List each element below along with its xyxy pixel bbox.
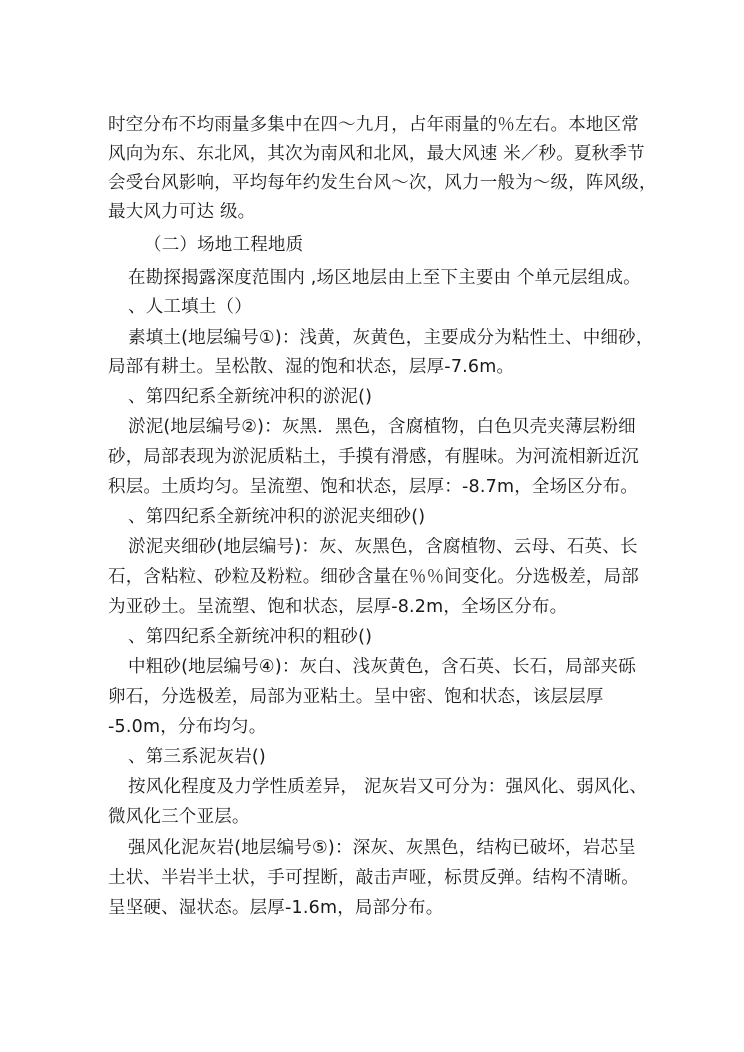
paragraph-coarse-sand-line-1: 中粗砂(地层编号④)：灰白、浅灰黄色，含石英、长石，局部夹砾	[128, 657, 636, 677]
paragraph-fill-line-1: 素填土(地层编号①)：浅黄，灰黄色，主要成分为粘性土、中细砂，	[128, 328, 654, 348]
paragraph-weathered-marl-line-2: 土状、半岩半土状，手可捏断，敲击声哑，标贯反弹。结构不清晰。	[108, 868, 639, 888]
subheading-silt-fine-sand: 、第四纪系全新统冲积的淤泥夹细砂()	[128, 507, 426, 527]
paragraph-silt-line-1: 淤泥(地层编号②)：灰黑．黑色，含腐植物，白色贝壳夹薄层粉细	[128, 417, 636, 437]
paragraph-strata-intro: 在勘探揭露深度范围内 ,场区地层由上至下主要由 个单元层组成。	[128, 268, 641, 288]
paragraph-fill-line-2: 局部有耕土。呈松散、湿的饱和状态，层厚-7.6m。	[108, 357, 515, 377]
paragraph-climate-line-3: 会受台风影响，平均每年约发生台风～次，风力一般为～级，阵风级，	[108, 173, 657, 193]
paragraph-silt-sand-line-2: 石，含粘粒、砂粒及粉粒。细砂含量在％％间变化。分选极差，局部	[108, 567, 639, 587]
paragraph-marl-intro-line-1: 按风化程度及力学性质差异， 泥灰岩又可分为：强风化、弱风化、	[128, 777, 648, 797]
paragraph-climate-line-2: 风向为东、东北风，其次为南风和北风，最大风速 米／秒。夏秋季节	[108, 144, 645, 164]
section-heading-site-geology: （二）场地工程地质	[144, 235, 304, 255]
paragraph-coarse-sand-line-3: -5.0m，分布均匀。	[108, 717, 267, 737]
paragraph-weathered-marl-line-1: 强风化泥灰岩(地层编号⑤)：深灰、灰黑色，结构已破坏，岩芯呈	[128, 838, 636, 858]
subheading-artificial-fill: 、人工填土（）	[128, 297, 252, 317]
subheading-silt: 、第四纪系全新统冲积的淤泥()	[128, 387, 373, 407]
paragraph-silt-sand-line-1: 淤泥夹细砂(地层编号)：灰、灰黑色，含腐植物、云母、石英、长	[128, 537, 638, 557]
paragraph-silt-line-2: 砂，局部表现为淤泥质粘土，手摸有滑感，有腥味。为河流相新近沉	[108, 447, 639, 467]
paragraph-climate-line-4: 最大风力可达 级。	[108, 202, 256, 222]
subheading-coarse-sand: 、第四纪系全新统冲积的粗砂()	[128, 627, 373, 647]
paragraph-weathered-marl-line-3: 呈坚硬、湿状态。层厚-1.6m，局部分布。	[108, 898, 444, 918]
paragraph-coarse-sand-line-2: 卵石，分选极差，局部为亚粘土。呈中密、饱和状态，该层层厚	[108, 687, 604, 707]
paragraph-climate-line-1: 时空分布不均雨量多集中在四～九月，占年雨量的％左右。本地区常	[108, 115, 639, 135]
subheading-marl: 、第三系泥灰岩()	[128, 747, 266, 767]
paragraph-silt-line-3: 积层。土质均匀。呈流塑、饱和状态，层厚：-8.7m，全场区分布。	[108, 477, 639, 497]
paragraph-silt-sand-line-3: 为亚砂土。呈流塑、饱和状态，层厚-8.2m，全场区分布。	[108, 597, 568, 617]
paragraph-marl-intro-line-2: 微风化三个亚层。	[108, 807, 250, 827]
